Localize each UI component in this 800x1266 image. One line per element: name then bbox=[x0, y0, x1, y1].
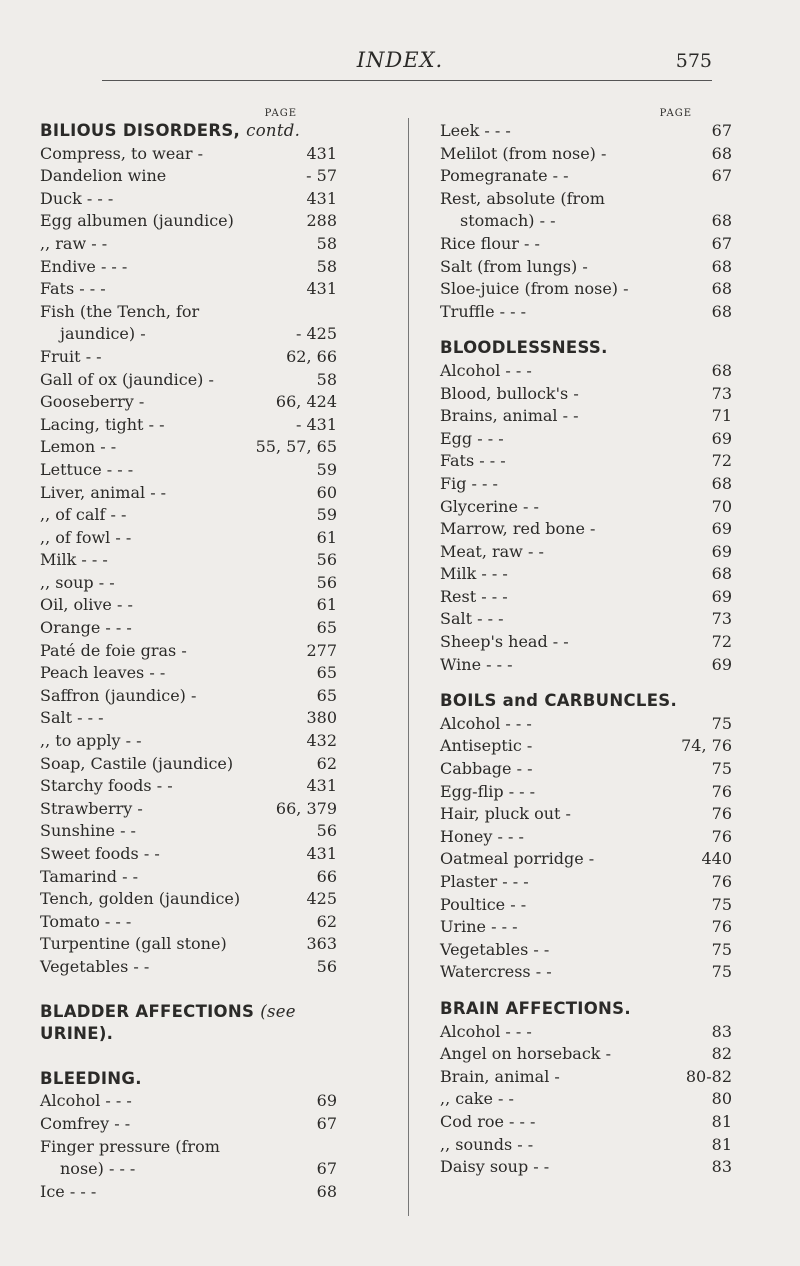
entry-term: Cabbage - - bbox=[440, 759, 533, 779]
entry-page: 72 bbox=[711, 451, 732, 471]
entry-term: Salt (from lungs) - bbox=[440, 256, 588, 276]
section-heading-bloodlessness: BLOODLESSNESS. bbox=[440, 338, 608, 358]
index-entry bbox=[40, 143, 345, 166]
index-entry bbox=[440, 713, 740, 736]
entry-term: Meat, raw - - bbox=[440, 541, 544, 561]
index-entry bbox=[40, 1136, 345, 1159]
index-entry bbox=[40, 527, 345, 550]
entry-page: 60 bbox=[316, 482, 337, 502]
index-entry bbox=[440, 233, 740, 256]
index-entry bbox=[440, 654, 740, 677]
entry-page: 440 bbox=[701, 849, 732, 869]
entry-page: 66 bbox=[316, 866, 337, 886]
section-heading-brain: BRAIN AFFECTIONS. bbox=[440, 998, 631, 1018]
index-entry bbox=[40, 685, 345, 708]
entry-page: 69 bbox=[316, 1091, 337, 1111]
index-entry bbox=[40, 707, 345, 730]
entry-page: 425 bbox=[306, 889, 337, 909]
index-entry bbox=[440, 541, 740, 564]
entry-term: Truffle - - - bbox=[440, 301, 527, 321]
index-entry bbox=[40, 617, 345, 640]
entry-term: Glycerine - - bbox=[440, 496, 539, 516]
index-entry bbox=[40, 843, 345, 866]
entry-page: 67 bbox=[711, 121, 732, 140]
index-column-right bbox=[440, 108, 740, 1179]
heading-see: (see bbox=[260, 1001, 296, 1021]
entry-page: 75 bbox=[711, 713, 732, 733]
index-entry bbox=[440, 1021, 740, 1044]
index-entry bbox=[40, 820, 345, 843]
entry-term: Oatmeal porridge - bbox=[440, 849, 595, 869]
entry-term: Turpentine (gall stone) bbox=[40, 934, 227, 954]
entry-page: 431 bbox=[306, 279, 337, 299]
index-entry bbox=[440, 143, 740, 166]
entry-term: Alcohol - - - bbox=[440, 1021, 532, 1041]
index-entry bbox=[40, 278, 345, 301]
entry-term: Oil, olive - - bbox=[40, 595, 133, 615]
entry-page: 62, 66 bbox=[286, 346, 337, 366]
entry-page: 68 bbox=[711, 564, 732, 584]
entry-page: 277 bbox=[306, 640, 337, 660]
entry-page: 80 bbox=[711, 1089, 732, 1109]
entry-term: Daisy soup - - bbox=[440, 1157, 550, 1177]
index-entry bbox=[440, 120, 740, 143]
index-entry bbox=[40, 798, 345, 821]
entry-term: Poultice - - bbox=[440, 894, 527, 914]
entry-page: 67 bbox=[316, 1159, 337, 1179]
index-entry bbox=[440, 1088, 740, 1111]
entry-page: 68 bbox=[711, 473, 732, 493]
index-entry bbox=[440, 961, 740, 984]
entry-term: Rest - - - bbox=[440, 586, 508, 606]
entry-term: Saffron (jaundice) - bbox=[40, 685, 197, 705]
entry-page: 67 bbox=[316, 1113, 337, 1133]
page-number: 575 bbox=[675, 50, 712, 72]
entry-page: 69 bbox=[711, 586, 732, 606]
index-entry bbox=[40, 888, 345, 911]
index-entry bbox=[40, 414, 345, 437]
continued-entries bbox=[440, 120, 740, 323]
index-entry bbox=[440, 301, 740, 324]
entry-term: Honey - - - bbox=[440, 826, 524, 846]
heading-text: BILIOUS DISORDERS, bbox=[40, 121, 241, 140]
entry-term: ,, soup - - bbox=[40, 572, 115, 592]
index-entry bbox=[40, 301, 345, 324]
entry-page: 61 bbox=[316, 527, 337, 547]
index-entry bbox=[440, 608, 740, 631]
entry-page: 59 bbox=[316, 505, 337, 525]
index-entry bbox=[40, 662, 345, 685]
entry-page: 70 bbox=[711, 496, 732, 516]
entry-term: nose) - - - bbox=[60, 1159, 136, 1179]
brain-entries bbox=[440, 1021, 740, 1179]
index-entry bbox=[440, 586, 740, 609]
entry-term: Sloe-juice (from nose) - bbox=[440, 279, 629, 299]
index-entry bbox=[440, 210, 740, 233]
entry-term: Tench, golden (jaundice) bbox=[40, 889, 241, 909]
entry-term: Salt - - - bbox=[440, 609, 504, 629]
entry-page: 75 bbox=[711, 962, 732, 982]
entry-term: Lacing, tight - - bbox=[40, 414, 165, 434]
entry-page: 76 bbox=[711, 872, 732, 891]
entry-term: Rice flour - - bbox=[440, 233, 540, 253]
index-entry bbox=[440, 165, 740, 188]
entry-term: Egg albumen (jaundice) bbox=[40, 211, 234, 231]
index-entry bbox=[40, 866, 345, 889]
entry-page: 75 bbox=[711, 759, 732, 779]
entry-term: Watercress - - bbox=[440, 962, 552, 982]
index-entry bbox=[40, 188, 345, 211]
entry-term: Dandelion wine bbox=[40, 166, 167, 186]
entry-term: ,, of fowl - - bbox=[40, 527, 132, 547]
entry-page: 73 bbox=[711, 383, 732, 403]
column-divider bbox=[408, 118, 409, 1216]
entry-page: 82 bbox=[711, 1044, 732, 1064]
index-entry bbox=[440, 735, 740, 758]
entry-page: 72 bbox=[711, 632, 732, 652]
index-entry bbox=[440, 405, 740, 428]
index-entry bbox=[440, 1134, 740, 1157]
entry-page: 363 bbox=[306, 934, 337, 954]
entry-term: Blood, bullock's - bbox=[440, 383, 579, 403]
entry-page: 68 bbox=[711, 279, 732, 299]
index-entry bbox=[40, 233, 345, 256]
heading-suffix: contd. bbox=[246, 121, 301, 140]
index-entry bbox=[440, 894, 740, 917]
index-entry bbox=[40, 956, 345, 979]
entry-term: Fruit - - bbox=[40, 346, 102, 366]
entry-term: Strawberry - bbox=[40, 798, 143, 818]
entry-term: Cod roe - - - bbox=[440, 1111, 536, 1131]
bilious-entries bbox=[40, 143, 345, 979]
entry-term: Pomegranate - - bbox=[440, 166, 569, 186]
index-entry bbox=[440, 278, 740, 301]
heading-text: BLADDER AFFECTIONS bbox=[40, 1001, 255, 1021]
section-heading-bilious bbox=[40, 120, 345, 143]
entry-term: Milk - - - bbox=[440, 564, 508, 584]
entry-term: Marrow, red bone - bbox=[440, 519, 596, 539]
entry-term: Sweet foods - - bbox=[40, 844, 160, 863]
entry-term: jaundice) - bbox=[60, 324, 146, 344]
entry-term: Paté de foie gras - bbox=[40, 640, 187, 660]
entry-page: 61 bbox=[316, 595, 337, 615]
entry-term: Plaster - - - bbox=[440, 872, 529, 891]
entry-page: 68 bbox=[711, 301, 732, 321]
entry-term: Salt - - - bbox=[40, 708, 104, 728]
entry-term: Endive - - - bbox=[40, 256, 128, 276]
entry-page: 75 bbox=[711, 894, 732, 914]
entry-term: Tomato - - - bbox=[40, 911, 132, 931]
running-title: INDEX. bbox=[356, 48, 444, 72]
entry-term: Finger pressure (from bbox=[40, 1136, 220, 1156]
index-entry bbox=[40, 436, 345, 459]
index-entry bbox=[40, 165, 345, 188]
entry-page: 56 bbox=[316, 821, 337, 841]
entry-page: 76 bbox=[711, 917, 732, 937]
index-entry bbox=[40, 911, 345, 934]
index-entry bbox=[40, 933, 345, 956]
entry-term: ,, of calf - - bbox=[40, 505, 127, 525]
entry-page: 83 bbox=[711, 1157, 732, 1177]
index-column-left bbox=[40, 108, 345, 1203]
entry-term: stomach) - - bbox=[460, 211, 556, 231]
entry-page: 76 bbox=[711, 804, 732, 824]
entry-term: Milk - - - bbox=[40, 550, 108, 570]
index-entry bbox=[40, 391, 345, 414]
index-entry bbox=[440, 450, 740, 473]
entry-page: 380 bbox=[306, 708, 337, 728]
entry-term: ,, to apply - - bbox=[40, 731, 142, 751]
index-entry bbox=[440, 188, 740, 211]
entry-term: Melilot (from nose) - bbox=[440, 143, 607, 163]
entry-term: Tamarind - - bbox=[40, 866, 138, 886]
entry-page: 68 bbox=[711, 211, 732, 231]
entry-term: Leek - - - bbox=[440, 121, 511, 140]
index-entry bbox=[40, 256, 345, 279]
entry-page: 69 bbox=[711, 541, 732, 561]
entry-page: 56 bbox=[316, 572, 337, 592]
index-entry bbox=[40, 775, 345, 798]
entry-page: 81 bbox=[711, 1111, 732, 1131]
index-entry bbox=[440, 848, 740, 871]
index-entry bbox=[440, 428, 740, 451]
index-entry bbox=[40, 572, 345, 595]
index-entry bbox=[440, 360, 740, 383]
entry-page: - 57 bbox=[306, 166, 337, 186]
entry-page: 56 bbox=[316, 956, 337, 976]
header-rule bbox=[102, 80, 712, 81]
entry-page: 76 bbox=[711, 826, 732, 846]
entry-term: Gooseberry - bbox=[40, 392, 145, 412]
entry-term: Liver, animal - - bbox=[40, 482, 167, 502]
entry-page: 58 bbox=[316, 369, 337, 389]
index-entry bbox=[440, 383, 740, 406]
index-entry bbox=[440, 826, 740, 849]
entry-page: 67 bbox=[711, 166, 732, 186]
entry-page: 65 bbox=[316, 685, 337, 705]
index-entry bbox=[40, 1090, 345, 1113]
index-entry bbox=[40, 594, 345, 617]
index-entry bbox=[40, 323, 345, 346]
entry-page: 59 bbox=[316, 459, 337, 479]
index-entry bbox=[40, 369, 345, 392]
entry-page: 431 bbox=[306, 143, 337, 163]
entry-term: Egg-flip - - - bbox=[440, 781, 536, 801]
entry-term: ,, raw - - bbox=[40, 233, 108, 253]
index-entry bbox=[440, 563, 740, 586]
entry-page: 67 bbox=[711, 233, 732, 253]
entry-page: 68 bbox=[711, 143, 732, 163]
entry-page: 71 bbox=[711, 406, 732, 426]
index-entry bbox=[440, 496, 740, 519]
entry-page: 431 bbox=[306, 844, 337, 863]
entry-term: Brain, animal - bbox=[440, 1066, 560, 1086]
page-header bbox=[0, 48, 800, 78]
entry-page: 432 bbox=[306, 731, 337, 751]
section-heading-bladder bbox=[40, 1001, 345, 1024]
entry-page: 66, 424 bbox=[275, 392, 337, 412]
entry-term: Fish (the Tench, for bbox=[40, 301, 200, 321]
index-entry bbox=[440, 1066, 740, 1089]
index-entry bbox=[440, 781, 740, 804]
section-heading-bleeding: BLEEDING. bbox=[40, 1068, 142, 1088]
entry-page: - 431 bbox=[295, 414, 337, 434]
entry-page: 58 bbox=[316, 256, 337, 276]
entry-term: Orange - - - bbox=[40, 618, 132, 638]
index-entry bbox=[40, 1181, 345, 1204]
entry-term: Starchy foods - - bbox=[40, 776, 173, 796]
entry-term: Antiseptic - bbox=[440, 736, 533, 756]
entry-term: Alcohol - - - bbox=[440, 360, 532, 380]
entry-page: 58 bbox=[316, 233, 337, 253]
entry-page: 68 bbox=[711, 360, 732, 380]
entry-page: 431 bbox=[306, 776, 337, 796]
entry-page: 62 bbox=[316, 753, 337, 773]
entry-term: Duck - - - bbox=[40, 188, 114, 208]
entry-term: Vegetables - - bbox=[440, 939, 550, 959]
entry-term: Fig - - - bbox=[440, 473, 498, 493]
entry-term: Hair, pluck out - bbox=[440, 804, 571, 824]
entry-page: 76 bbox=[711, 781, 732, 801]
entry-term: Rest, absolute (from bbox=[440, 188, 605, 208]
index-entry bbox=[440, 631, 740, 654]
entry-term: Lettuce - - - bbox=[40, 459, 134, 479]
index-entry bbox=[40, 730, 345, 753]
entry-page: 69 bbox=[711, 428, 732, 448]
entry-term: Peach leaves - - bbox=[40, 663, 166, 683]
bloodlessness-entries bbox=[440, 360, 740, 676]
entry-page: 65 bbox=[316, 663, 337, 683]
entry-page: 83 bbox=[711, 1021, 732, 1041]
index-entry bbox=[440, 1043, 740, 1066]
entry-term: ,, cake - - bbox=[440, 1089, 514, 1109]
entry-term: Gall of ox (jaundice) - bbox=[40, 369, 214, 389]
index-entry bbox=[40, 210, 345, 233]
entry-term: Soap, Castile (jaundice) bbox=[40, 753, 234, 773]
entry-page: 68 bbox=[711, 256, 732, 276]
entry-page: 66, 379 bbox=[275, 798, 337, 818]
index-entry bbox=[440, 803, 740, 826]
entry-page: 62 bbox=[316, 911, 337, 931]
index-entry bbox=[440, 758, 740, 781]
entry-term: Urine - - - bbox=[440, 917, 518, 937]
entry-term: Ice - - - bbox=[40, 1181, 97, 1201]
index-entry bbox=[40, 753, 345, 776]
section-heading-boils: BOILS and CARBUNCLES. bbox=[440, 691, 678, 711]
boils-entries bbox=[440, 713, 740, 984]
entry-term: Lemon - - bbox=[40, 437, 117, 457]
entry-page: 55, 57, 65 bbox=[255, 437, 337, 457]
index-entry bbox=[440, 871, 740, 894]
entry-page: 69 bbox=[711, 654, 732, 674]
entry-page: - 425 bbox=[295, 324, 337, 344]
entry-term: Alcohol - - - bbox=[440, 713, 532, 733]
entry-page: 81 bbox=[711, 1134, 732, 1154]
entry-term: Vegetables - - bbox=[40, 956, 150, 976]
index-entry bbox=[440, 939, 740, 962]
index-entry bbox=[440, 473, 740, 496]
entry-term: Sheep's head - - bbox=[440, 632, 569, 652]
entry-term: Brains, animal - - bbox=[440, 406, 579, 426]
entry-page: 69 bbox=[711, 519, 732, 539]
index-entry bbox=[40, 549, 345, 572]
page-column-label: PAGE bbox=[659, 108, 692, 119]
entry-term: Fats - - - bbox=[440, 451, 506, 471]
entry-page: 56 bbox=[316, 550, 337, 570]
index-entry bbox=[40, 640, 345, 663]
index-entry bbox=[440, 916, 740, 939]
entry-term: Alcohol - - - bbox=[40, 1091, 132, 1111]
index-entry bbox=[40, 1113, 345, 1136]
entry-term: Angel on horseback - bbox=[440, 1044, 611, 1064]
entry-term: Comfrey - - bbox=[40, 1113, 131, 1133]
entry-term: ,, sounds - - bbox=[440, 1134, 534, 1154]
entry-term: Sunshine - - bbox=[40, 821, 136, 841]
entry-page: 80-82 bbox=[685, 1066, 732, 1086]
index-entry bbox=[440, 256, 740, 279]
index-entry bbox=[40, 504, 345, 527]
entry-page: 65 bbox=[316, 618, 337, 638]
index-entry bbox=[440, 518, 740, 541]
bleeding-entries bbox=[40, 1090, 345, 1203]
page-column-label: PAGE bbox=[264, 108, 297, 119]
entry-page: 431 bbox=[306, 188, 337, 208]
entry-term: Fats - - - bbox=[40, 279, 106, 299]
entry-page: 68 bbox=[316, 1181, 337, 1201]
entry-page: 75 bbox=[711, 939, 732, 959]
index-entry bbox=[440, 1156, 740, 1179]
section-heading-bladder-cont: URINE). bbox=[40, 1024, 114, 1044]
index-entry bbox=[440, 1111, 740, 1134]
index-entry bbox=[40, 346, 345, 369]
entry-page: 73 bbox=[711, 609, 732, 629]
entry-term: Compress, to wear - bbox=[40, 143, 203, 163]
index-entry bbox=[40, 482, 345, 505]
entry-term: Egg - - - bbox=[440, 428, 504, 448]
index-entry bbox=[40, 1158, 345, 1181]
entry-page: 288 bbox=[306, 211, 337, 231]
index-entry bbox=[40, 459, 345, 482]
entry-term: Wine - - - bbox=[440, 654, 513, 674]
entry-page: 74, 76 bbox=[681, 736, 732, 756]
